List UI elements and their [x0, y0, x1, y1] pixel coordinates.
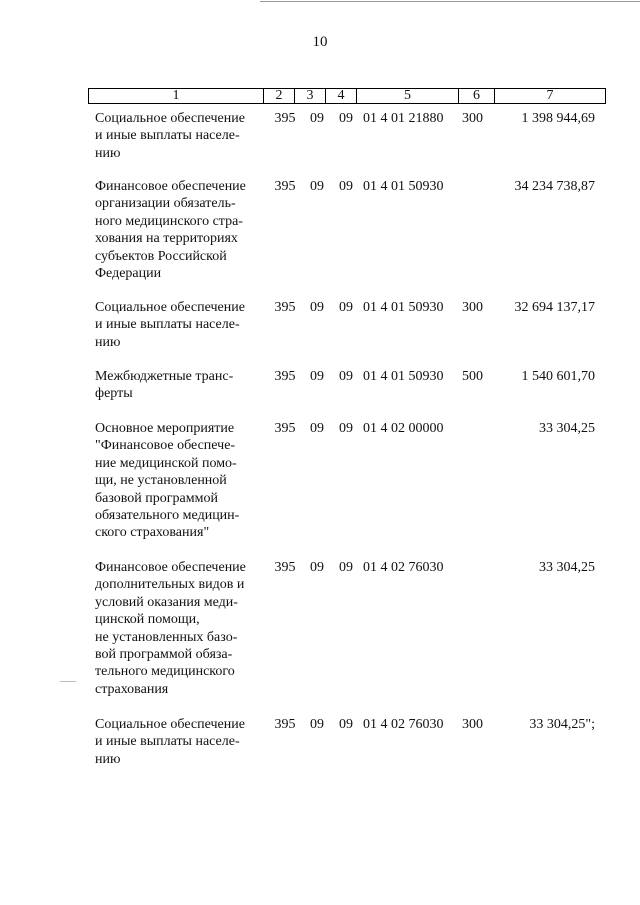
row-col-2: 395 — [274, 179, 296, 194]
row-col-5: 01 4 01 50930 — [363, 369, 444, 384]
row-name: Финансовое обеспечение организации обязатель- ного медицинского стра- хования на территориях субъектов Российской Федерации — [95, 179, 246, 282]
row-amount: 34 234 738,87 — [514, 179, 595, 194]
row-col-2: 395 — [274, 560, 296, 575]
row-col-2: 395 — [274, 421, 296, 436]
row-col-3: 09 — [310, 560, 324, 575]
row-col-5: 01 4 02 00000 — [363, 421, 444, 436]
row-col-3: 09 — [310, 300, 324, 315]
row-col-5: 01 4 01 50930 — [363, 179, 444, 194]
row-col-3: 09 — [310, 717, 324, 732]
row-name: Социальное обеспечение и иные выплаты населе- нию — [95, 111, 245, 161]
row-col-3: 09 — [310, 369, 324, 384]
row-col-2: 395 — [274, 717, 296, 732]
row-col-3: 09 — [310, 179, 324, 194]
row-col-4: 09 — [339, 300, 353, 315]
row-col-5: 01 4 01 21880 — [363, 111, 444, 126]
row-name: Финансовое обеспечение дополнительных видов и условий оказания меди- цинской помощи, не установленных базо- вой программой обяза- тельного медицинского страхования — [95, 560, 246, 697]
header-col-7: 7 — [546, 88, 554, 103]
row-col-4: 09 — [339, 717, 353, 732]
top-edge-rule — [260, 1, 640, 2]
row-col-5: 01 4 01 50930 — [363, 300, 444, 315]
row-col-4: 09 — [339, 111, 353, 126]
row-col-5: 01 4 02 76030 — [363, 717, 444, 732]
row-col-4: 09 — [339, 369, 353, 384]
margin-mark — [60, 681, 76, 682]
row-col-5: 01 4 02 76030 — [363, 560, 444, 575]
row-amount: 33 304,25"; — [529, 717, 595, 732]
row-col-6: 300 — [462, 717, 483, 732]
row-col-4: 09 — [339, 179, 353, 194]
row-amount: 1 398 944,69 — [521, 111, 595, 126]
page-number: 10 — [312, 34, 328, 50]
header-col-5: 5 — [404, 88, 411, 103]
row-col-4: 09 — [339, 560, 353, 575]
header-col-2: 2 — [275, 88, 283, 103]
row-amount: 33 304,25 — [539, 560, 595, 575]
row-col-6: 300 — [462, 111, 483, 126]
row-amount: 1 540 601,70 — [521, 369, 595, 384]
row-name: Основное мероприятие "Финансовое обеспече- ние медицинской помо- щи, не установленной базовой программой обязательного медицин- ского страхования" — [95, 421, 240, 541]
table-header-row — [88, 88, 606, 104]
row-col-4: 09 — [339, 421, 353, 436]
row-name: Межбюджетные транс- ферты — [95, 369, 234, 402]
row-name: Социальное обеспечение и иные выплаты населе- нию — [95, 300, 245, 350]
row-col-3: 09 — [310, 111, 324, 126]
row-name: Социальное обеспечение и иные выплаты населе- нию — [95, 717, 245, 767]
row-col-2: 395 — [274, 111, 296, 126]
row-amount: 33 304,25 — [539, 421, 595, 436]
header-col-6: 6 — [473, 88, 480, 103]
row-col-6: 500 — [462, 369, 483, 384]
header-col-1: 1 — [172, 88, 180, 103]
header-col-4: 4 — [337, 88, 345, 103]
row-col-3: 09 — [310, 421, 324, 436]
row-col-2: 395 — [274, 300, 296, 315]
row-col-2: 395 — [274, 369, 296, 384]
row-col-6: 300 — [462, 300, 483, 315]
header-col-3: 3 — [306, 88, 314, 103]
row-amount: 32 694 137,17 — [514, 300, 595, 315]
